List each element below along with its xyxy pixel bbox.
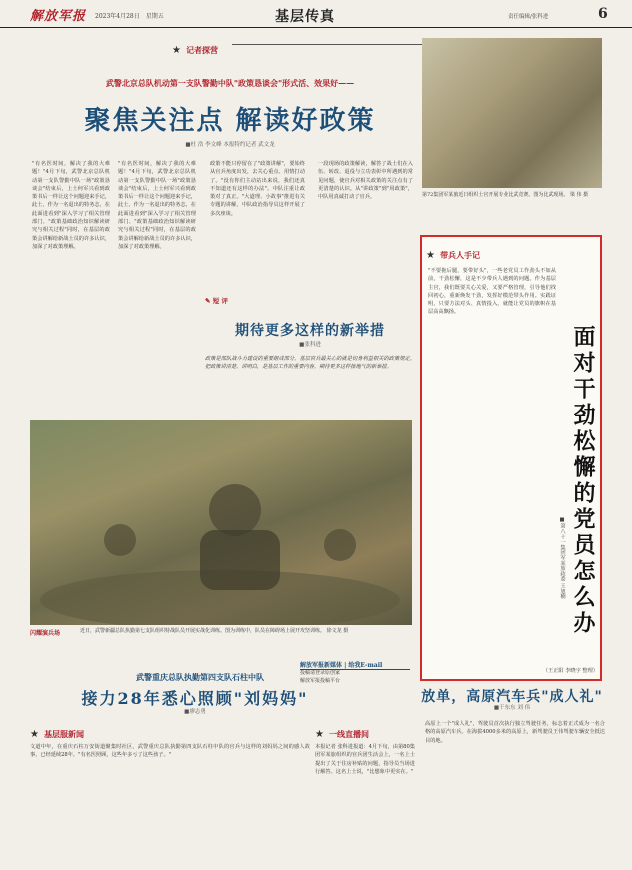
commentary-title: 面对干劲松懈的党员怎么办	[570, 325, 596, 637]
lead-column-3: 政策不能只停留在了"政策讲解"，要始终从官兵角度出发，去关心重点、用情打动了。"没有你们主动站出来说，我们还真不知道还有这样的办法"。中队注重让政策对了真正。"大道理、小故事"推进有关专题的讲解，中队政治指导员这样开展了多次座谈。	[210, 161, 305, 217]
new-media-line: 解放军报新媒体 | 给我E-mail	[300, 660, 410, 670]
bottom-left-text: 文道中年，在重庆石柱万安街道聚集时社区，武警重庆总队执勤第四支队石柱中队的官兵与这样的刘妈妈之间的感人故事，已经延续28年。"有名医照顾，这些年多亏了这些孩子。"	[30, 744, 310, 759]
sidebar-photo-caption	[422, 192, 602, 200]
lead-column-2: "有名医时间，解决了我的大难题！"4月下旬，武警北京总队机动第一支队警勤中队一场"政策恳谈会"结束后，上士何军兴看到政策书后一样让这个问题迎来手记，此士，作为一名退出的特务志，在此面进看到"深入学习了相关管理部门、"政策基础政治知识解读研究与相关过程"同时，在基层的政策会讲解给新战士员的许多认识，加深了对政策理解。	[118, 161, 196, 250]
story-a-title: 接力28年悉心照顾"刘妈妈"	[81, 689, 309, 708]
short-comment-title: 期待更多这样的新举措	[235, 323, 385, 339]
commentary-byline: ■第八十一集团军某旅政委 王旭楠	[559, 517, 565, 599]
commentary-box	[420, 235, 602, 681]
lead-column-1: "有名医时间，解决了我的大难题！"4月下旬，武警北京总队机动第一支队警勤中队一场"政策恳谈会"结束后，上士何军兴看到政策书后一样让这个问题迎来手记，此士，作为一名退出的特务志，在此面进看到"深入学习了相关管理部门、"政策基础政治知识解读研究与相关过程"同时，在基层的政策会讲解给新战士员的许多认识，加深了对政策理解。	[32, 161, 110, 250]
short-comment-body: 政策是部队战斗力建设的重要组成部分，基层官兵最关心的就是切身利益相关的政策规定。把政策讲清楚、讲明白，是基层工作的重要内容。期待更多这样接地气的新举措。	[205, 356, 415, 371]
section-title: 基层传真	[275, 9, 335, 25]
story-b-title: 放单，高原汽车兵"成人礼"	[421, 689, 603, 705]
sidebar-photo	[422, 38, 602, 188]
commentary-footer: （王正阳 李晓宇 整理）	[542, 668, 598, 674]
soldiers-illustration	[30, 420, 412, 625]
training-photo	[30, 420, 412, 625]
star-icon: ★	[315, 729, 324, 740]
lead-byline: ■杜 浩 李文峰 本报特约记者 武文龙	[185, 142, 275, 148]
bottom-mid-tag	[315, 722, 369, 741]
bottom-left-tag-label: 基层服新闻	[44, 729, 85, 739]
page-number: 6	[598, 6, 608, 22]
lead-kicker: 武警北京总队机动第一支队警勤中队"政策恳谈会"形式活、效果好——	[105, 78, 355, 88]
edit-icon: ✎	[205, 297, 211, 305]
submission-line: 投稿请登录原创家	[300, 670, 341, 676]
bottom-mid-tag-label: 一线直播间	[329, 729, 370, 739]
story-a-byline: ■廖志勇	[184, 709, 206, 715]
platform-line: 解放军报投稿平台	[300, 677, 341, 684]
bottom-mid-text: 本报记者 张科进报道：4月下旬，由第80集团军某旅组织的官兵团生活会上，一名上士提出了关于住房补贴的问题，指导员当场进行解答。这名上士说，"比想象中更实在。"	[315, 744, 415, 775]
bottom-left-tag	[30, 722, 84, 741]
sidebar-photo-credit: 梁 伟 摄	[569, 192, 589, 198]
story-a-kicker: 武警重庆总队执勤第四支队石柱中队	[136, 672, 264, 682]
new-media-box	[300, 660, 410, 685]
star-icon: ★	[172, 45, 181, 56]
photo-caption-text: 近日，武警新疆总队执勤第七支队组织特战队员开展实战化训练。图为训练中，队员在障碍场上展开攻坚训练。	[80, 628, 326, 634]
photo-tag: 闪耀演兵场	[30, 630, 61, 637]
lead-column-4: 一段现场的政策解读，解答了战士们在入伍、转改、退役与立功表彰中所遇到的常见问题，使官兵对相关政策的关注点有了更清楚的认识。从"讲政策"到"用政策"，中队用真诚打动了官兵。	[318, 161, 413, 201]
star-icon: ★	[30, 729, 39, 740]
short-comment-byline: ■张科进	[299, 342, 321, 348]
commentary-tag-label: 带兵人手记	[440, 250, 481, 260]
photo-credit: 徐文龙 摄	[326, 628, 349, 634]
lead-tag	[172, 38, 218, 57]
masthead	[0, 0, 632, 28]
short-comment-tag	[205, 296, 228, 305]
sidebar-photo-caption-text: 第72集团军某旅近日组织士官开展专业比武竞赛。图为比武现场。	[422, 192, 569, 198]
commentary-tag	[426, 243, 480, 262]
bottom-right-text: 高原上一个"成人礼"，驾驶员首次执行独立驾驶任务，标志着正式成为一名合格的高原汽车兵。在海拔4000多米的高原上，新驾驶员王伟驾驶车辆安全抵达目的地。	[425, 721, 605, 744]
commentary-body: "不要拖后腿，要带好头"，一些老党员工作劲头不如从前，干劲松懈，这是不少带兵人遇到的问题。作为基层主官，我们既要关心关爱，又要严格管理，引导他们找回初心，重新焕发干劲，发挥好模范带头作用。实践证明，只要方法对头、真情投入，就能让党员的旗帜在基层高高飘扬。	[428, 268, 556, 316]
star-icon: ★	[426, 250, 435, 261]
short-comment-label: 短 评	[212, 297, 228, 305]
lead-headline: 聚焦关注点 解读好政策	[84, 106, 376, 136]
dateline: 2023年4月28日 星期五	[95, 13, 164, 20]
photo-caption	[80, 628, 410, 636]
story-b-byline: ■干东东 刘 伟	[493, 705, 531, 711]
editor-credit: 责任编辑/张科进	[508, 14, 549, 20]
lead-tag-label: 记者探营	[186, 45, 219, 55]
newspaper-logo: 解放军报	[30, 9, 87, 24]
